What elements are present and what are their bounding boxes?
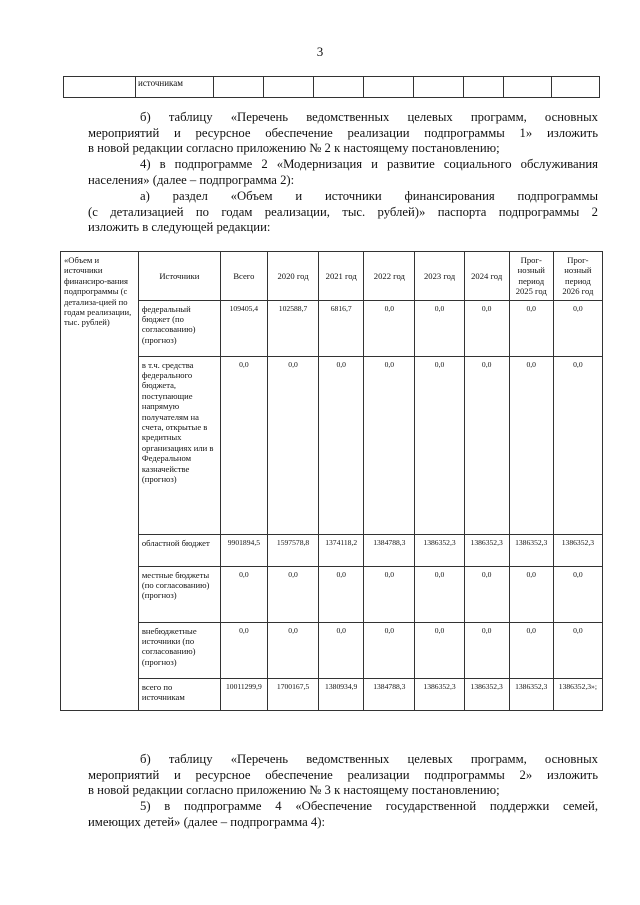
paragraph-2: 4) в подпрограмме 2 «Модернизация и развитие социального обслуживания населения» (далее – подпрограмма 2):: [88, 157, 598, 187]
col-header: Источники: [138, 252, 220, 301]
col-header: 2024 год: [464, 252, 509, 301]
table-row: всего по источникам 10011299,9 1700167,5 1380934,9 1384788,3 1386352,3 1386352,3 1386352,3 1386352,3»;: [61, 678, 603, 710]
side-label: «Объем и источники финансиро-вания подпрограммы (с детализа-цией по годам реализации, тыс. рублей): [61, 252, 139, 711]
paragraph-5: 5) в подпрограмме 4 «Обеспечение государственной поддержки семей, имеющих детей» (далее – подпрограмма 4):: [88, 799, 598, 829]
page-number: 3: [316, 44, 324, 59]
col-header: 2021 год: [319, 252, 364, 301]
table-row: областной бюджет 9901894,5 1597578,8 1374118,2 1384788,3 1386352,3 1386352,3 1386352,3 1386352,3: [61, 534, 603, 566]
paragraph-1: б) таблицу «Перечень ведомственных целевых программ, основных мероприятий и ресурсное обеспечение реализации подпрограммы 1» изложить в новой редакции согласно приложению № 2 к настоящему постановлению;: [88, 110, 598, 156]
table-row: [64, 77, 600, 98]
col-header: Всего: [220, 252, 267, 301]
financing-table: [60, 251, 603, 711]
table-row: местные бюджеты (по согласованию) (прогноз) 0,0 0,0 0,0 0,0 0,0 0,0 0,0 0,0: [61, 566, 603, 622]
row-label: источникам: [136, 77, 214, 98]
paragraph-3: а) раздел «Объем и источники финансирования подпрограммы (с детализацией по годам реализации, тыс. рублей)» паспорта подпрограммы 2 изложить в следующей редакции:: [88, 189, 598, 235]
col-header: Прог-нозный период 2025 год: [509, 252, 553, 301]
col-header: 2023 год: [415, 252, 464, 301]
table-row: в т.ч. средства федерального бюджета, поступающие напрямую получателям на счета, открытые в кредитных организациях или в Федеральном казначействе (прогноз) 0,0 0,0 0,0 0,0 0,0 0,0 0,0 0,0: [61, 356, 603, 534]
paragraph-4: б) таблицу «Перечень ведомственных целевых программ, основных мероприятий и ресурсное обеспечение реализации подпрограммы 2» изложить в новой редакции согласно приложению № 3 к настоящему постановлению;: [88, 752, 598, 798]
col-header: 2020 год: [267, 252, 318, 301]
table-row: федеральный бюджет (по согласованию) (прогноз) 109405,4 102588,7 6816,7 0,0 0,0 0,0 0,0 0,0: [61, 300, 603, 356]
table-header-row: [61, 252, 603, 301]
table-row: внебюджетные источники (по согласованию) (прогноз) 0,0 0,0 0,0 0,0 0,0 0,0 0,0 0,0: [61, 622, 603, 678]
top-table-fragment: [63, 76, 600, 98]
col-header: Прог-нозный период 2026 год: [553, 252, 602, 301]
col-header: 2022 год: [364, 252, 415, 301]
